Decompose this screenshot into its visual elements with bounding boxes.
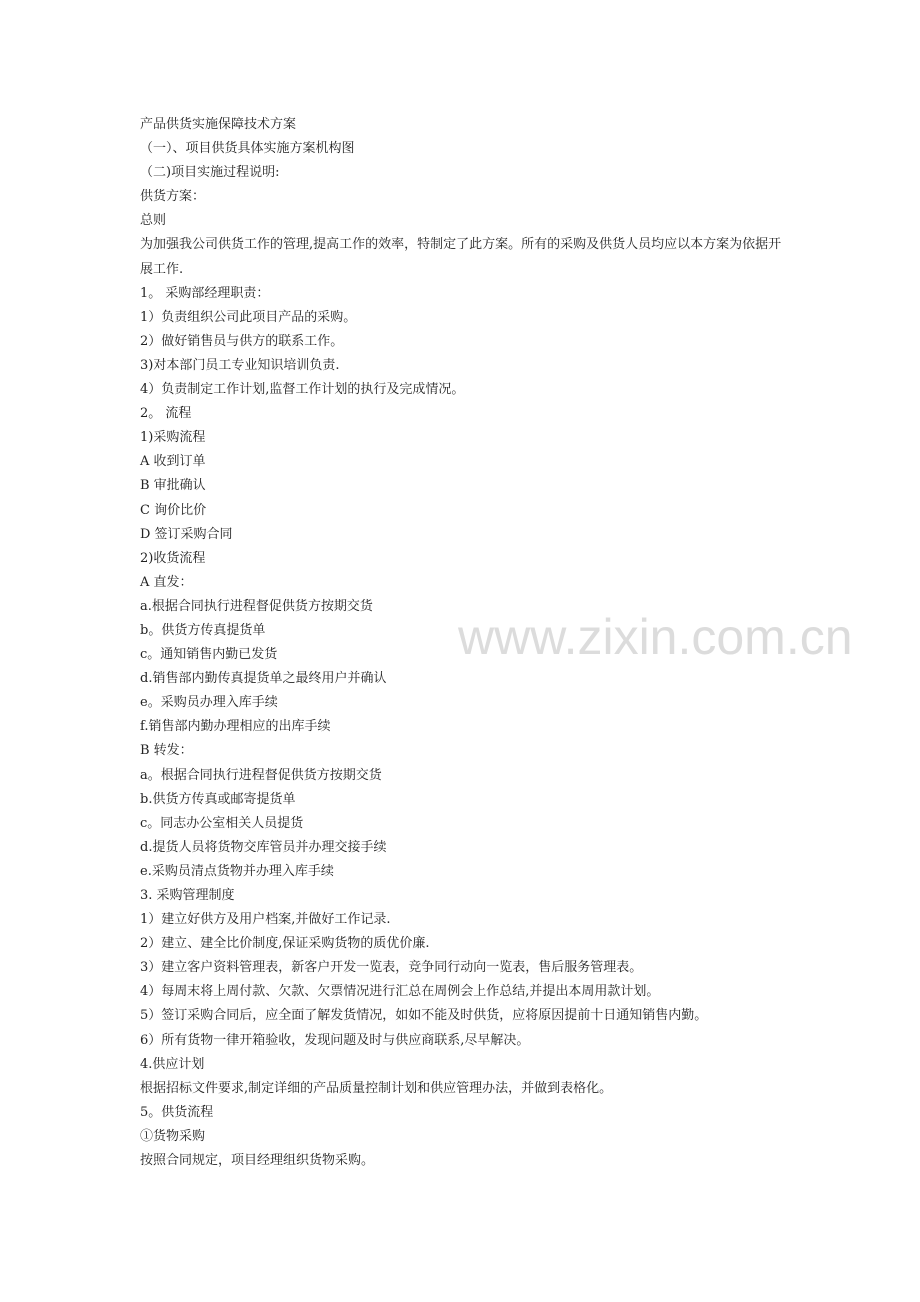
- list-item: c。同志办公室相关人员提货: [140, 815, 304, 831]
- section-heading: （一）、项目供货具体实施方案机构图: [140, 141, 355, 157]
- subsection-heading: 1)采购流程: [140, 430, 206, 446]
- list-item: 2）建立、建全比价制度,保证采购货物的质优价廉.: [140, 936, 430, 952]
- list-item: 3）建立客户资料管理表，新客户开发一览表，竞争同行动向一览表，售后服务管理表。: [140, 960, 643, 976]
- list-item: b。供货方传真提货单: [140, 622, 266, 638]
- document-title: 产品供货实施保障技术方案: [140, 117, 297, 132]
- list-item: a。根据合同执行进程督促供货方按期交货: [140, 767, 382, 783]
- section-heading: （二)项目实施过程说明:: [140, 165, 280, 181]
- list-item: 4）每周末将上周付款、欠款、欠票情况进行汇总在周例会上作总结,并提出本周用款计划。: [140, 984, 660, 1000]
- list-item: e.采购员清点货物并办理入库手续: [140, 863, 334, 879]
- list-item: 2）做好销售员与供方的联系工作。: [140, 333, 344, 349]
- list-item: a.根据合同执行进程督促供货方按期交货: [140, 598, 373, 614]
- subsection-heading: 2)收货流程: [140, 550, 206, 566]
- paragraph: 按照合同规定，项目经理组织货物采购。: [140, 1153, 375, 1169]
- section-heading: 2。 流程: [140, 406, 192, 422]
- section-heading: 1。 采购部经理职责：: [140, 285, 270, 301]
- list-item: C 询价比价: [140, 502, 207, 518]
- list-item: d.销售部内勤传真提货单之最终用户并确认: [140, 671, 387, 687]
- list-item: d.提货人员将货物交库管员并办理交接手续: [140, 839, 387, 855]
- list-item: B 转发：: [140, 743, 193, 759]
- document-body: [140, 113, 790, 1173]
- list-item: 5）签订采购合同后，应全面了解发货情况，如如不能及时供货，应将原因提前十日通知销售内勤。: [140, 1008, 708, 1024]
- section-heading: 5。供货流程: [140, 1104, 214, 1120]
- list-item: 4）负责制定工作计划,监督工作计划的执行及完成情况。: [140, 382, 465, 398]
- list-item: 6）所有货物一律开箱验收，发现问题及时与供应商联系,尽早解决。: [140, 1032, 530, 1048]
- list-item: e。采购员办理入库手续: [140, 695, 278, 711]
- paragraph: 为加强我公司供货工作的管理,提高工作的效率，特制定了此方案。所有的采购及供货人员均应以本方案为依据开展工作.: [140, 237, 782, 277]
- list-item: A 收到订单: [140, 454, 206, 470]
- list-item: 1）建立好供方及用户档案,并做好工作记录.: [140, 912, 391, 928]
- list-item: 1）负责组织公司此项目产品的采购。: [140, 309, 357, 325]
- section-heading: 总则: [140, 213, 167, 229]
- list-item: b.供货方传真或邮寄提货单: [140, 791, 296, 807]
- section-heading: 3. 采购管理制度: [140, 888, 235, 903]
- list-item: B 审批确认: [140, 478, 206, 494]
- list-item: c。通知销售内勤已发货: [140, 647, 278, 663]
- list-item: A 直发：: [140, 574, 193, 590]
- section-heading: 供货方案：: [140, 189, 206, 205]
- list-item: 3)对本部门员工专业知识培训负责.: [140, 357, 340, 373]
- section-heading: 4.供应计划: [140, 1056, 205, 1072]
- subsection-heading: ①货物采购: [140, 1128, 206, 1144]
- watermark: www.zixin.com.cn: [458, 609, 853, 665]
- list-item: D 签订采购合同: [140, 526, 233, 542]
- paragraph: 根据招标文件要求,制定详细的产品质量控制计划和供应管理办法，并做到表格化。: [140, 1080, 613, 1096]
- list-item: f.销售部内勤办理相应的出库手续: [140, 719, 331, 735]
